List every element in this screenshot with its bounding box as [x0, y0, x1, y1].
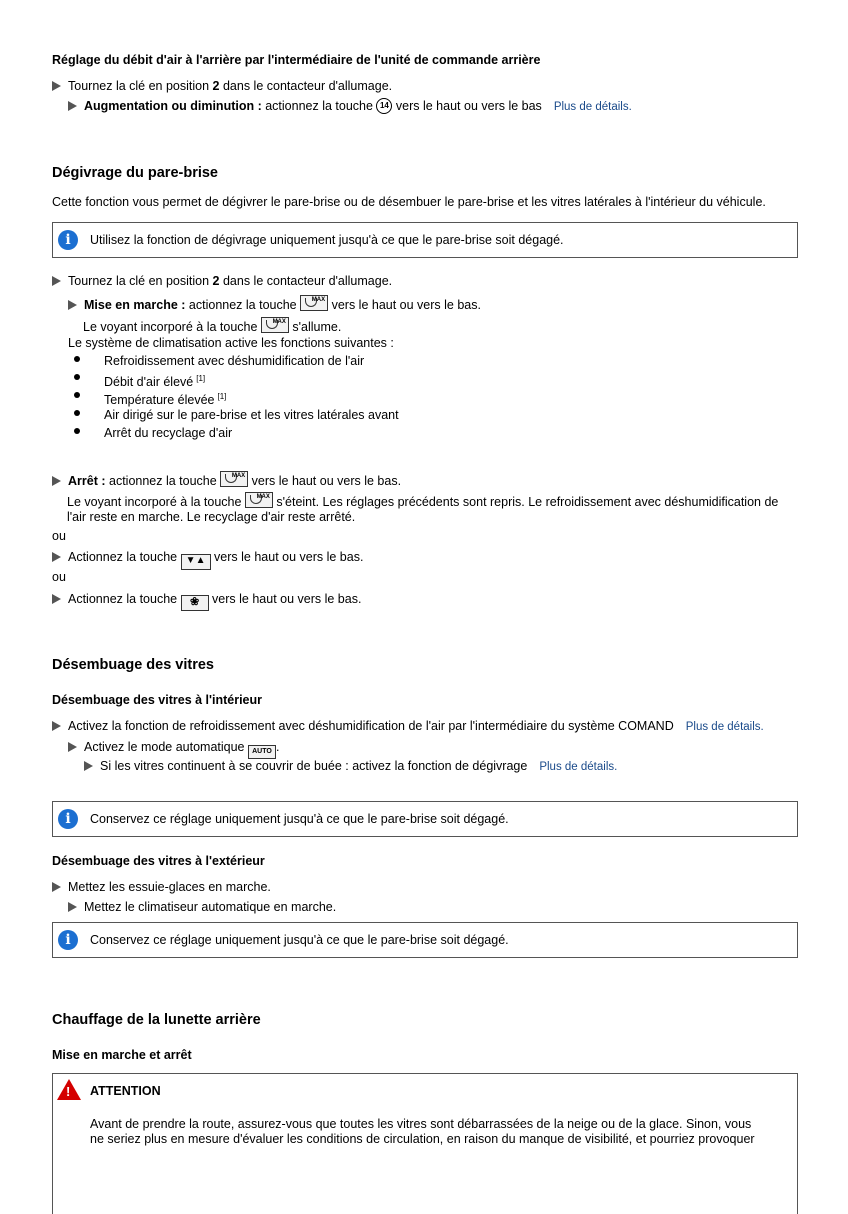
- arrow-bullet-icon: [52, 594, 61, 604]
- arrow-bullet-icon: [68, 101, 77, 111]
- bullet-icon: [74, 392, 80, 398]
- bullet-icon: [74, 374, 80, 380]
- info-box-interior: [52, 801, 798, 837]
- auto-key-icon: AUTO: [248, 745, 276, 759]
- step-auto-mode: Activez le mode automatique AUTO .: [68, 739, 279, 759]
- subheading-interior: Désembuage des vitres à l'intérieur: [52, 693, 263, 707]
- step-defrost-off: Arrêt : actionnez la touche MAX vers le haut ou vers le bas.: [52, 471, 401, 489]
- or-text: ou: [52, 529, 66, 543]
- section-heading-rear-window: Chauffage de la lunette arrière: [52, 1012, 261, 1028]
- step-climate-on: Mettez le climatiseur automatique en marche.: [68, 899, 336, 915]
- bullet-icon: [74, 356, 80, 362]
- arrow-bullet-icon: [84, 761, 93, 771]
- bullet-item: Arrêt du recyclage d'air: [104, 426, 233, 440]
- bullet-item: Refroidissement avec déshumidification de l'air: [104, 354, 365, 368]
- info-text: Conservez ce réglage uniquement jusqu'à ce que le pare-brise soit dégagé.: [90, 812, 509, 826]
- info-box-defrost: [52, 222, 798, 258]
- fan-key-icon: ❀: [181, 595, 209, 611]
- footnote-ref[interactable]: [1]: [196, 374, 206, 383]
- warning-icon: [57, 1079, 81, 1100]
- section-heading-rear-airflow: Réglage du débit d'air à l'arrière par l'intermédiaire de l'unité de commande arrière: [52, 53, 541, 67]
- warning-title: ATTENTION: [90, 1084, 161, 1098]
- bullet-icon: [74, 410, 80, 416]
- info-box-exterior: [52, 922, 798, 958]
- arrow-bullet-icon: [52, 81, 61, 91]
- info-icon: i: [58, 809, 78, 829]
- step-turn-key: Tournez la clé en position 2 dans le contacteur d'allumage.: [52, 78, 392, 94]
- step-defrost-on: Mise en marche : actionnez la touche MAX vers le haut ou vers le bas.: [68, 295, 481, 313]
- or-text: ou: [52, 570, 66, 584]
- step-comand: Activez la fonction de refroidissement avec déshumidification de l'air par l'intermédiaire du système COMAND Plus de détails.: [52, 718, 764, 735]
- defrost-max-key-icon: MAX: [220, 471, 248, 487]
- bullet-item: Température élevée [1]: [104, 392, 227, 407]
- defrost-max-key-icon: MAX: [261, 317, 289, 333]
- warning-text-line1: Avant de prendre la route, assurez-vous que toutes les vitres sont débarrassées de la neige ou de la glace. Sinon, vous: [90, 1117, 752, 1131]
- arrow-bullet-icon: [68, 902, 77, 912]
- more-details-link[interactable]: Plus de détails.: [685, 721, 764, 733]
- arrow-bullet-icon: [52, 276, 61, 286]
- section-heading-demist: Désembuage des vitres: [52, 657, 214, 673]
- button-14-icon: 14: [376, 98, 392, 114]
- arrow-bullet-icon: [68, 300, 77, 310]
- arrow-bullet-icon: [52, 882, 61, 892]
- arrow-bullet-icon: [52, 721, 61, 731]
- warning-text-line2: ne seriez plus en mesure d'évaluer les conditions de circulation, en raison du manque de visibilité, et pourriez provoquer: [90, 1132, 755, 1146]
- section-heading-defrost: Dégivrage du pare-brise: [52, 165, 218, 181]
- defrost-max-key-icon: MAX: [245, 492, 273, 508]
- step-alt-fan: Actionnez la touche ❀ vers le haut ou vers le bas.: [52, 591, 361, 611]
- footnote-ref[interactable]: [1]: [217, 392, 227, 401]
- system-functions-text: Le système de climatisation active les fonctions suivantes :: [68, 336, 394, 350]
- step-alt-arrows: Actionnez la touche ▼▲ vers le haut ou vers le bas.: [52, 549, 363, 570]
- arrow-bullet-icon: [52, 552, 61, 562]
- step-increase-decrease: Augmentation ou diminution : actionnez la touche 14 vers le haut ou vers le bas Plus de détails.: [68, 98, 632, 115]
- step-wipers: Mettez les essuie-glaces en marche.: [52, 879, 271, 895]
- more-details-link[interactable]: Plus de détails.: [553, 101, 632, 113]
- defrost-intro: Cette fonction vous permet de dégivrer le pare-brise ou de désembuer le pare-brise et les vitres latérales à l'intérieur du véhicule.: [52, 195, 766, 209]
- lamp-off-text-line2: l'air reste en marche. Le recyclage d'air reste arrêté.: [67, 510, 356, 524]
- subheading-on-off: Mise en marche et arrêt: [52, 1048, 192, 1062]
- info-icon: i: [58, 930, 78, 950]
- warning-box: [52, 1073, 798, 1214]
- more-details-link[interactable]: Plus de détails.: [539, 761, 618, 773]
- subheading-exterior: Désembuage des vitres à l'extérieur: [52, 854, 265, 868]
- arrow-bullet-icon: [52, 476, 61, 486]
- arrow-bullet-icon: [68, 742, 77, 752]
- info-icon: i: [58, 230, 78, 250]
- info-text: Conservez ce réglage uniquement jusqu'à ce que le pare-brise soit dégagé.: [90, 933, 509, 947]
- bullet-item: Air dirigé sur le pare-brise et les vitres latérales avant: [104, 408, 399, 422]
- bullet-item: Débit d'air élevé [1]: [104, 374, 206, 389]
- up-down-key-icon: ▼▲: [181, 554, 211, 570]
- bullet-icon: [74, 428, 80, 434]
- info-text: Utilisez la fonction de dégivrage uniquement jusqu'à ce que le pare-brise soit dégagé.: [90, 233, 564, 247]
- step-still-fogging: Si les vitres continuent à se couvrir de buée : activez la fonction de dégivrage Plus de détails.: [84, 758, 617, 775]
- step-turn-key-2: Tournez la clé en position 2 dans le contacteur d'allumage.: [52, 273, 392, 289]
- defrost-max-key-icon: MAX: [300, 295, 328, 311]
- lamp-off-text: Le voyant incorporé à la touche MAX s'éteint. Les réglages précédents sont repris. Le refroidissement avec déshumidification de: [67, 494, 779, 509]
- lamp-on-text: Le voyant incorporé à la touche MAX s'allume.: [83, 319, 342, 334]
